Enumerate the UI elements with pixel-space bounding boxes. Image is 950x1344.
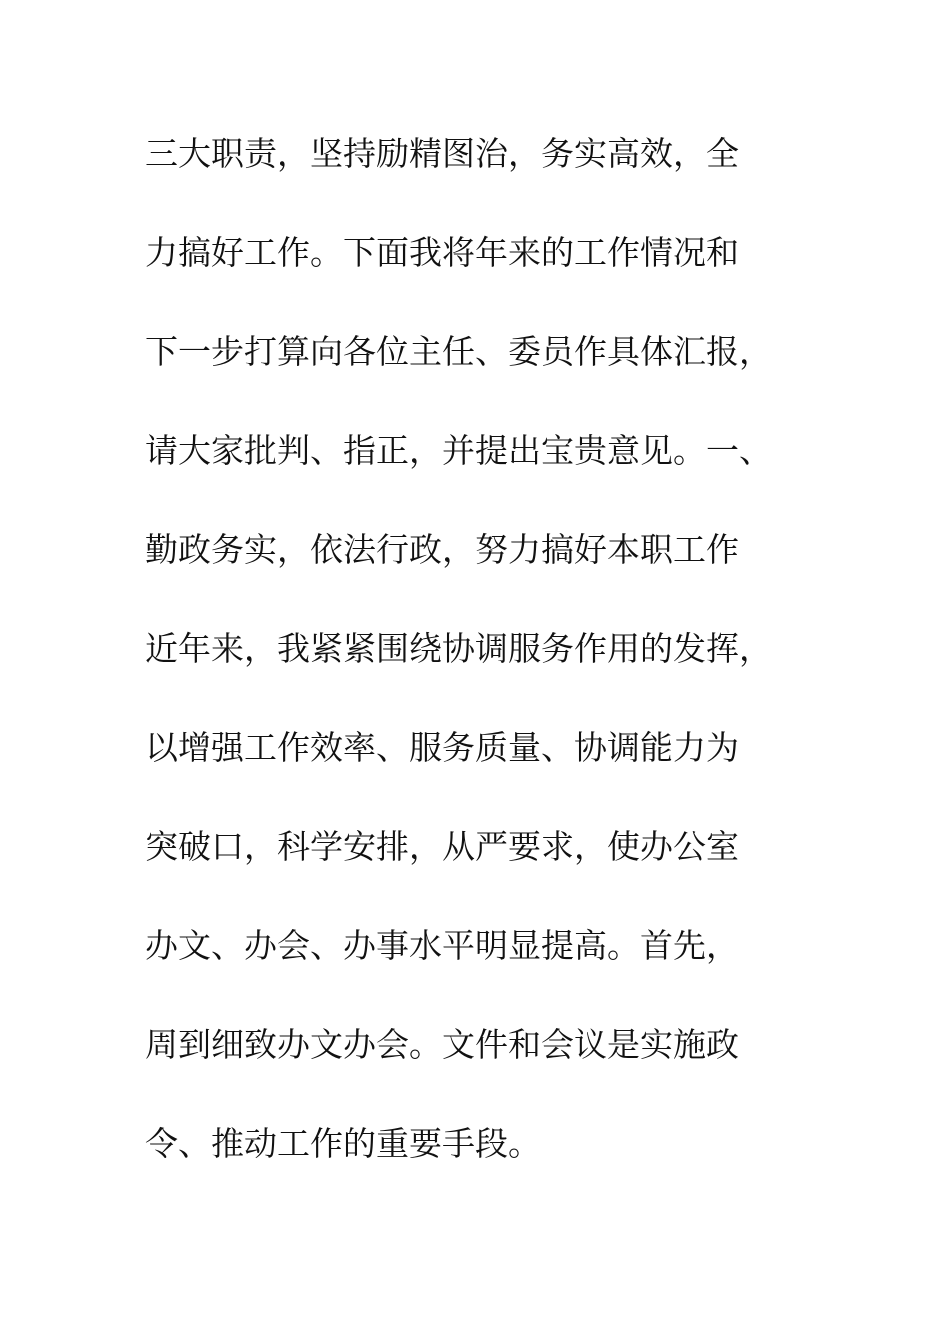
text-line: 三大职责，坚持励精图治，务实高效，全 [145,134,739,173]
text-line: 办文、办会、办事水平明显提高。首先， [145,926,739,965]
text-line: 令、推动工作的重要手段。 [145,1124,541,1163]
text-line: 勤政务实，依法行政，努力搞好本职工作 [145,530,739,569]
text-line: 以增强工作效率、服务质量、协调能力为 [145,728,739,767]
text-line: 力搞好工作。下面我将年来的工作情况和 [145,233,739,272]
text-line: 下一步打算向各位主任、委员作具体汇报， [145,332,772,371]
text-line: 近年来，我紧紧围绕协调服务作用的发挥， [145,629,772,668]
body-text [145,124,825,1213]
text-line: 突破口，科学安排，从严要求，使办公室 [145,827,739,866]
text-line: 请大家批判、指正，并提出宝贵意见。一、 [145,431,772,470]
text-line: 周到细致办文办会。文件和会议是实施政 [145,1025,739,1064]
